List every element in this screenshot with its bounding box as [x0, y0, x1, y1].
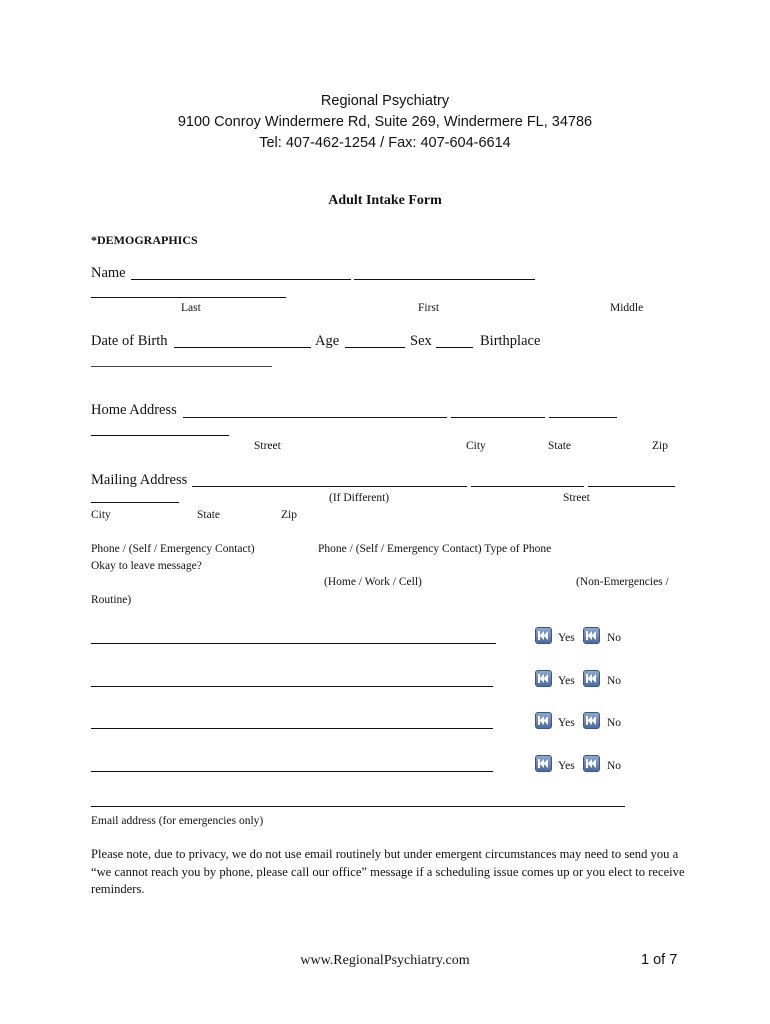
yes-label: Yes — [558, 760, 575, 772]
home-street-caption: Street — [254, 440, 281, 452]
mailing-city-caption: City — [91, 509, 111, 521]
rewind-icon[interactable] — [583, 755, 600, 772]
page-number: 1 of 7 — [641, 952, 678, 968]
name-last-caption: Last — [181, 302, 201, 314]
birthplace-line[interactable] — [91, 366, 272, 367]
email-caption: Email address (for emergencies only) — [91, 815, 264, 827]
mailing-city-line[interactable] — [471, 486, 584, 487]
phone-line[interactable] — [91, 771, 493, 772]
rewind-icon[interactable] — [583, 670, 600, 687]
home-state-caption: State — [548, 440, 571, 452]
rewind-icon[interactable] — [535, 670, 552, 687]
name-middle-caption: Middle — [610, 302, 644, 314]
home-state-line[interactable] — [549, 417, 617, 418]
non-emergencies-caption: (Non-Emergencies / — [576, 576, 669, 588]
name-first-caption: First — [418, 302, 440, 314]
footer-website: www.RegionalPsychiatry.com — [300, 953, 470, 968]
rewind-icon[interactable] — [583, 627, 600, 644]
rewind-icon[interactable] — [535, 627, 552, 644]
yes-label: Yes — [558, 675, 575, 687]
no-label: No — [607, 760, 622, 772]
practice-name: Regional Psychiatry — [320, 93, 450, 109]
sex-label: Sex — [410, 333, 432, 349]
home-city-caption: City — [466, 440, 486, 452]
yes-label: Yes — [558, 717, 575, 729]
rewind-icon[interactable] — [535, 712, 552, 729]
phone-col2-header: Phone / (Self / Emergency Contact) Type of Phone — [318, 543, 552, 555]
age-line[interactable] — [345, 347, 405, 348]
home-street-line[interactable] — [183, 417, 447, 418]
routine-caption: Routine) — [91, 594, 132, 606]
birthplace-label: Birthplace — [480, 333, 541, 349]
dob-label: Date of Birth — [91, 333, 168, 349]
phone-types-caption: (Home / Work / Cell) — [324, 576, 422, 588]
mailing-if-different-caption: (If Different) — [329, 492, 390, 504]
no-label: No — [607, 675, 622, 687]
sex-line[interactable] — [436, 347, 473, 348]
mailing-zip-line[interactable] — [91, 502, 179, 503]
home-zip-line[interactable] — [91, 435, 229, 436]
name-label: Name — [91, 265, 126, 281]
dob-line[interactable] — [174, 347, 311, 348]
phone-line[interactable] — [91, 643, 496, 644]
name-first-line[interactable] — [354, 279, 535, 280]
mailing-street-line[interactable] — [192, 486, 467, 487]
mailing-zip-caption: Zip — [281, 509, 297, 521]
phone-col1-header: Phone / (Self / Emergency Contact) — [91, 543, 255, 555]
privacy-note: Please note, due to privacy, we do not use email routinely but under emergent circumstances may need to send you a “we cannot reach you by phone, please call our office” message if a scheduling issue comes up or you elect to receive reminders. — [91, 847, 685, 896]
okay-to-leave-message-header: Okay to leave message? — [91, 560, 202, 572]
rewind-icon[interactable] — [583, 712, 600, 729]
no-label: No — [607, 632, 622, 644]
mailing-state-caption: State — [197, 509, 220, 521]
phone-line[interactable] — [91, 728, 493, 729]
home-address-label: Home Address — [91, 402, 177, 418]
no-label: No — [607, 717, 622, 729]
mailing-street-caption: Street — [563, 492, 590, 504]
practice-address: 9100 Conroy Windermere Rd, Suite 269, Windermere FL, 34786 — [177, 114, 593, 130]
email-line[interactable] — [91, 806, 625, 807]
name-last-line[interactable] — [131, 279, 351, 280]
home-city-line[interactable] — [451, 417, 545, 418]
rewind-icon[interactable] — [535, 755, 552, 772]
form-title: Adult Intake Form — [328, 193, 442, 208]
section-heading: *DEMOGRAPHICS — [91, 233, 198, 247]
mailing-state-line[interactable] — [588, 486, 675, 487]
mailing-address-label: Mailing Address — [91, 472, 188, 488]
age-label: Age — [315, 333, 340, 349]
name-middle-line[interactable] — [91, 297, 286, 298]
yes-label: Yes — [558, 632, 575, 644]
phone-line[interactable] — [91, 686, 493, 687]
practice-phones: Tel: 407-462-1254 / Fax: 407-604-6614 — [259, 135, 511, 151]
home-zip-caption: Zip — [652, 440, 668, 452]
